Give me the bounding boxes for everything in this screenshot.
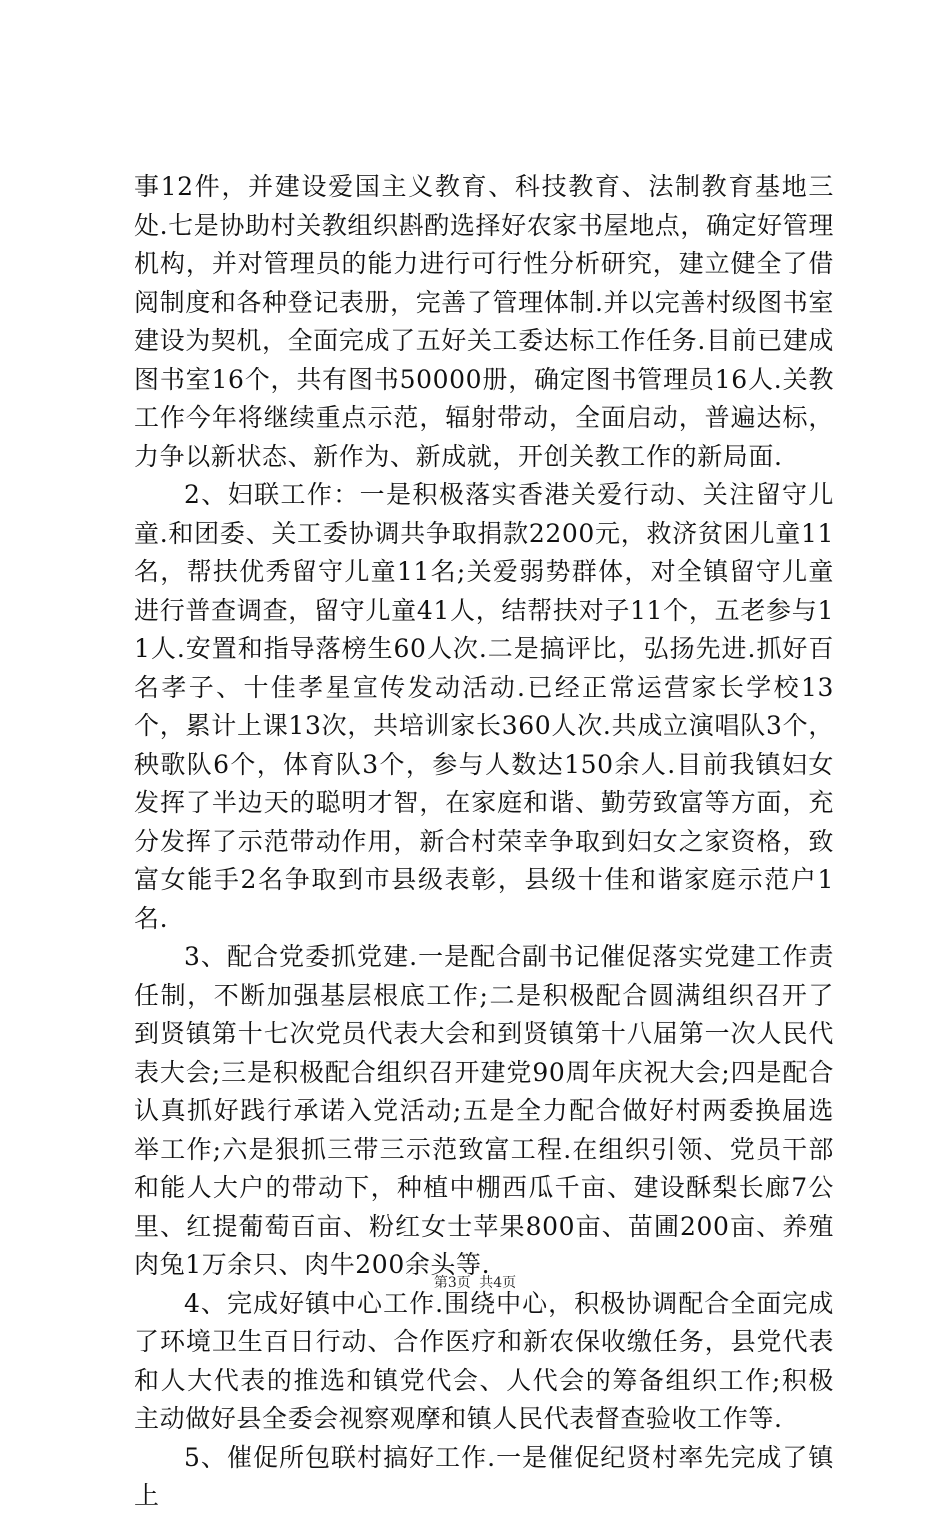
paragraph-village-work: 5、催促所包联村搞好工作.一是催促纪贤村率先完成了镇上 xyxy=(134,1442,834,1510)
page-total: 共4页 xyxy=(479,1275,517,1291)
paragraph-continuation: 事12件，并建设爱国主义教育、科技教育、法制教育基地三处.七是协助村关教组织斟酌选择好农家书屋地点，确定好管理机构，并对管理员的能力进行可行性分析研究，建立健全了借阅制度和各种登记表册，完善了管理体制.并以完善村级图书室建设为契机，全面完成了五好关工委达标工作任务.目前已建成图书室16个，共有图书50000册，确定图书管理员16人.关教工作今年将继续重点示范，辐射带动，全面启动，普遍达标，力争以新状态、新作为、新成就，开创关教工作的新局面. xyxy=(134,172,834,471)
paragraph-womens-federation: 2、妇联工作：一是积极落实香港关爱行动、关注留守儿童.和团委、关工委协调共争取捐款2200元，救济贫困儿童11名，帮扶优秀留守儿童11名;关爱弱势群体，对全镇留守儿童进行普查调查，留守儿童41人，结帮扶对子11个，五老参与11人.安置和指导落榜生60人次.二是搞评比，弘扬先进.抓好百名孝子、十佳孝星宣传发动活动.已经正常运营家长学校13个，累计上课13次，共培训家长360人次.共成立演唱队3个，秧歌队6个，体育队3个，参与人数达150余人.目前我镇妇女发挥了半边天的聪明才智，在家庭和谐、勤劳致富等方面，充分发挥了示范带动作用，新合村荣幸争取到妇女之家资格，致富女能手2名争取到市县级表彰，县级十佳和谐家庭示范户1名. xyxy=(134,480,834,933)
page-footer xyxy=(0,1273,950,1293)
page-number: 第3页 xyxy=(433,1275,471,1291)
paragraph-town-center-work: 4、完成好镇中心工作.围绕中心，积极协调配合全面完成了环境卫生百日行动、合作医疗和新农保收缴任务，县党代表和人大代表的推选和镇党代会、人代会的筹备组织工作;积极主动做好县全委会视察观摩和镇人民代表督查验收工作等. xyxy=(134,1288,834,1433)
document-body xyxy=(134,168,834,1516)
paragraph-party-building: 3、配合党委抓党建.一是配合副书记催促落实党建工作责任制，不断加强基层根底工作;二是积极配合圆满组织召开了到贤镇第十七次党员代表大会和到贤镇第十八届第一次人民代表大会;三是积极配合组织召开建党90周年庆祝大会;四是配合认真抓好践行承诺入党活动;五是全力配合做好村两委换届选举工作;六是狠抓三带三示范致富工程.在组织引领、党员干部和能人大户的带动下，种植中棚西瓜千亩、建设酥梨长廊7公里、红提葡萄百亩、粉红女士苹果800亩、苗圃200亩、养殖肉兔1万余只、肉牛200余头等. xyxy=(134,942,834,1279)
